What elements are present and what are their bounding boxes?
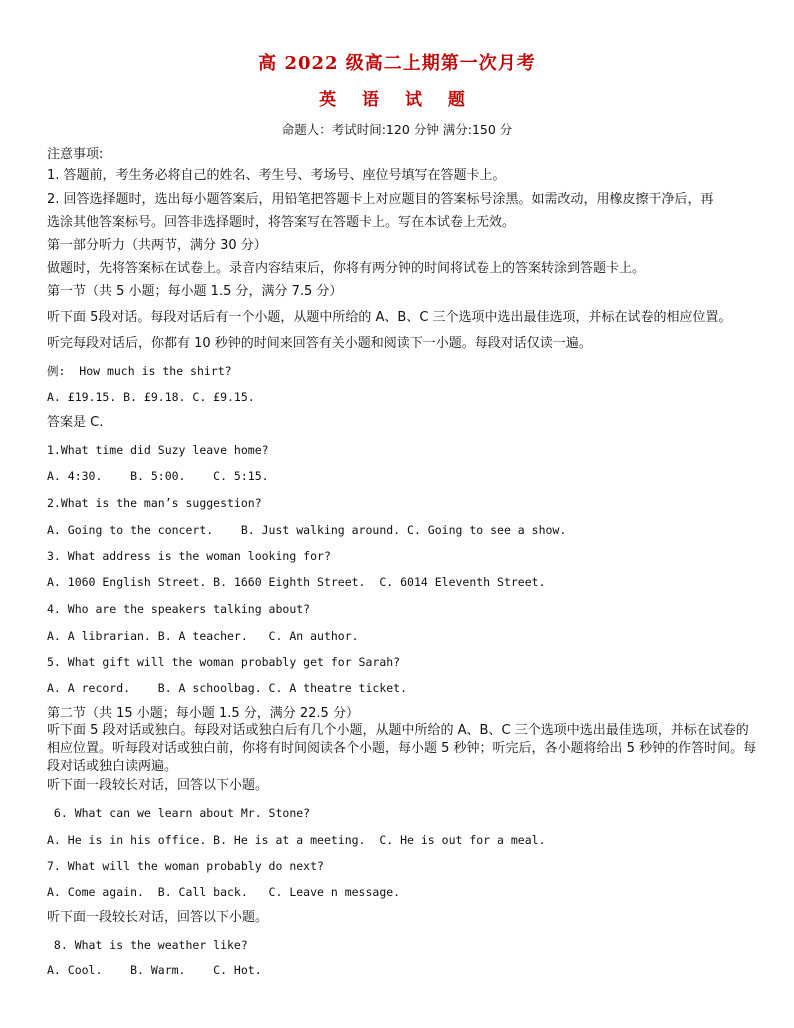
question-7: 7. What will the woman probably do next? [47,859,324,873]
section1-title: 第一节（共 5 小题；每小题 1.5 分，满分 7.5 分） [47,284,343,299]
question-8: 8. What is the weather like? [47,938,248,952]
section2-title: 第二节（共 15 小题；每小题 1.5 分，满分 22.5 分） [47,706,359,721]
note-item-2-line-2: 选涂其他答案标号。回答非选择题时，将答案写在答题卡上。写在本试卷上无效。 [47,215,516,230]
question-6-options: A. He is in his office. B. He is at a meeting. C. He is out for a meal. [47,833,546,847]
section1-instruction-1: 听下面 5段对话。每段对话后有一个小题，从题中所给的 A、B、C 三个选项中选出最佳选项，并标在试卷的相应位置。 [47,310,732,325]
notes-heading: 注意事项: [47,147,104,162]
question-3-options: A. 1060 English Street. B. 1660 Eighth Street. C. 6014 Eleventh Street. [47,575,546,589]
example-question: 例: How much is the shirt? [47,364,232,378]
section1-instruction-2: 听完每段对话后，你都有 10 秒钟的时间来回答有关小题和阅读下一小题。每段对话仅读一遍。 [47,336,592,351]
section2-lead-2: 听下面一段较长对话，回答以下小题。 [47,910,269,925]
question-8-options: A. Cool. B. Warm. C. Hot. [47,963,262,977]
question-1-options: A. 4:30. B. 5:00. C. 5:15. [47,469,269,483]
note-item-1: 1. 答题前，考生务必将自己的姓名、考生号、考场号、座位号填写在答题卡上。 [47,168,506,183]
question-5-options: A. A record. B. A schoolbag. C. A theatre ticket. [47,681,408,695]
exam-meta: 命题人：考试时间:120 分钟 满分:150 分 [281,122,513,137]
section2-lead-1: 听下面一段较长对话，回答以下小题。 [47,778,269,793]
example-options: A. £19.15. B. £9.18. C. £9.15. [47,390,255,404]
section2-instruction: 听下面 5 段对话或独白。每段对话或独白后有几个小题，从题中所给的 A、B、C 三个选项中选出最佳选项，并标在试卷的相应位置。听每段对话或独白前，你将有时间阅读各个小题，每小题 5 秒钟；听完后，各小题将给出 5 秒钟的作答时间。每段对话或独白读两遍。 [47,723,757,774]
note-item-2-line-1: 2. 回答选择题时，选出每小题答案后，用铅笔把答题卡上对应题目的答案标号涂黑。如需改动，用橡皮擦干净后，再 [47,192,714,207]
question-2-options: A. Going to the concert. B. Just walking around. C. Going to see a show. [47,523,567,537]
question-1: 1.What time did Suzy leave home? [47,443,269,457]
question-3: 3. What address is the woman looking for? [47,549,331,563]
subject-title: 英 语 试 题 [319,90,475,110]
part1-title: 第一部分听力（共两节，满分 30 分） [47,238,267,253]
example-answer: 答案是 C. [47,415,104,430]
part1-instruction: 做题时，先将答案标在试卷上。录音内容结束后，你将有两分钟的时间将试卷上的答案转涂到答题卡上。 [47,261,646,276]
exam-title: 高 2022 级高二上期第一次月考 [258,53,536,74]
question-4-options: A. A librarian. B. A teacher. C. An author. [47,629,359,643]
question-2: 2.What is the man’s suggestion? [47,496,262,510]
question-7-options: A. Come again. B. Call back. C. Leave n message. [47,885,401,899]
question-6: 6. What can we learn about Mr. Stone? [47,806,311,820]
question-5: 5. What gift will the woman probably get for Sarah? [47,655,401,669]
question-4: 4. Who are the speakers talking about? [47,602,311,616]
